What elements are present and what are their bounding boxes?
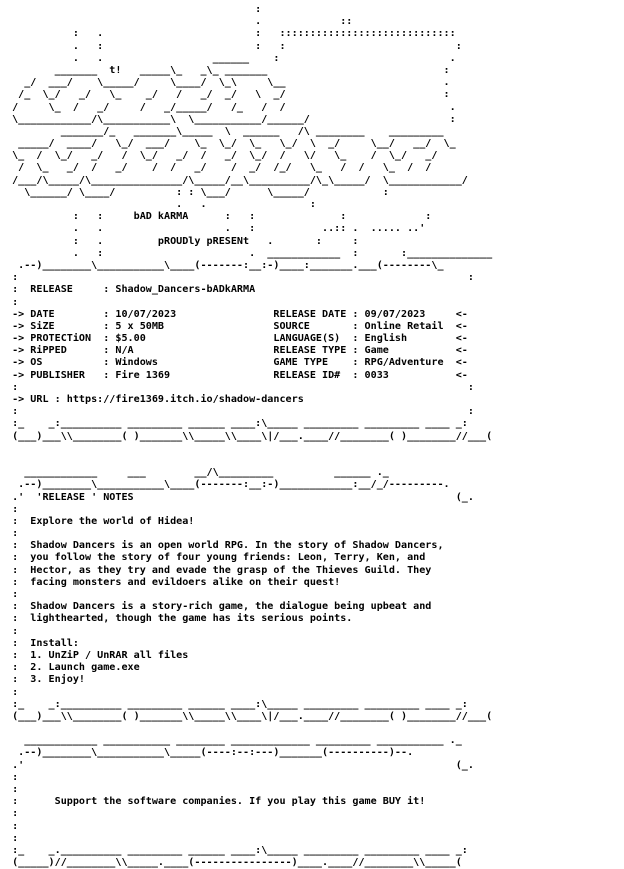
nfo-line: -> URL : https://fire1369.itch.io/shadow-dancers bbox=[6, 394, 304, 405]
nfo-line bbox=[6, 723, 624, 735]
nfo-line: -> OS : Windows GAME TYPE : RPG/Adventure <- bbox=[6, 357, 468, 369]
nfo-line: :_ _:__________ _________ ______ ____:\_____ _________ _________ ____ _: bbox=[6, 418, 468, 430]
nfo-line: : Shadow Dancers is a story-rich game, the dialogue being upbeat and bbox=[6, 601, 432, 613]
nfo-line: : bbox=[6, 296, 19, 308]
nfo-line: : : bAD kARMA : : : : bbox=[6, 211, 432, 223]
nfo-line: /___/\_____/\_______________/\_____/__\__________/\_\_____/ \____________/ bbox=[6, 174, 468, 186]
nfo-line: : 1. UnZiP / UnRAR all files bbox=[6, 649, 189, 661]
nfo-line: ____________ ___ __/\_________ ______ ._ bbox=[6, 467, 389, 479]
nfo-line: (___)___\\________( )_______\\_____\\____\|/___.____//________( )________//___( bbox=[6, 710, 493, 722]
nfo-line: .--)________\___________\____(-------:__:-)____________:__/_/---------. bbox=[6, 479, 450, 491]
nfo-line: : facing monsters and evildoers alike on their quest! bbox=[6, 576, 341, 588]
nfo-line: . . ______ : . bbox=[6, 52, 456, 64]
nfo-line: : bbox=[6, 784, 19, 795]
nfo-line: _____/ ____/ \_/ ___/ \_ \_/ \_ \_/ \ _/ \__/ __/ \_ bbox=[6, 138, 456, 150]
nfo-line: : lighthearted, though the game has its serious points. bbox=[6, 613, 353, 625]
nfo-line: : Hector, as they try and evade the grasp of the Thieves Guild. They bbox=[6, 564, 432, 576]
nfo-line: : 3. Enjoy! bbox=[6, 674, 86, 686]
nfo-line: :_ _:__________ _________ ______ ____:\_____ _________ _________ ____ _: bbox=[6, 698, 468, 710]
nfo-line: .' (_. bbox=[6, 759, 474, 771]
nfo-line bbox=[6, 455, 624, 467]
nfo-line: : : bbox=[6, 381, 474, 393]
nfo-line: \____________/\___________\ \___________/______/ : bbox=[6, 113, 456, 125]
nfo-line: / \_ _/ / _/ / / _/ / _/ /_/ \_ / / \_ / / bbox=[6, 162, 432, 174]
nfo-line: : . pROUDly pRESENt . : : bbox=[6, 235, 359, 247]
nfo-line: : bbox=[6, 832, 19, 844]
nfo-line: (___)___\\________( )_______\\_____\\____\|/___.____//________( )________//___( bbox=[6, 430, 493, 442]
nfo-line: : . : ::::::::::::::::::::::::::::: bbox=[6, 28, 456, 40]
nfo-line: : bbox=[6, 503, 19, 515]
nfo-line: : bbox=[6, 625, 19, 637]
nfo-line: (_____)//________\\_____.____(----------------)____.____//________\\_____( bbox=[6, 857, 462, 869]
nfo-line: . : . ____________ : :______________ bbox=[6, 247, 493, 259]
nfo-line: : : bbox=[6, 272, 474, 284]
nfo-line: : bbox=[6, 771, 19, 783]
nfo-line: .--)________\___________\_____(----:--:---)_______(----------)--. bbox=[6, 747, 414, 759]
nfo-line: . :: bbox=[6, 16, 353, 28]
nfo-line: : 2. Launch game.exe bbox=[6, 662, 140, 674]
nfo-line: : Support the software companies. If you play this game BUY it! bbox=[6, 796, 426, 808]
nfo-line: : : bbox=[6, 406, 474, 418]
nfo-line: / \_ / _/ / _/_____/ /_ / / . bbox=[6, 101, 456, 113]
nfo-line: -> PROTECTiON : $5.00 LANGUAGE(S) : English <- bbox=[6, 333, 468, 345]
nfo-line: : Shadow Dancers is an open world RPG. In the story of Shadow Dancers, bbox=[6, 540, 444, 552]
nfo-line: -> DATE : 10/07/2023 RELEASE DATE : 09/07/2023 <- bbox=[6, 308, 468, 320]
nfo-line: : RELEASE : Shadow_Dancers-bADkARMA bbox=[6, 284, 256, 296]
nfo-line: _______ t! _____\_ _\_ _______ : bbox=[6, 64, 450, 76]
nfo-line: : bbox=[6, 686, 19, 698]
nfo-line: : bbox=[6, 808, 19, 820]
nfo-line: _______/_ _______\_____ \ ______ /\ ________ _________ bbox=[6, 125, 444, 137]
nfo-line: -> RiPPED : N/A RELEASE TYPE : Game <- bbox=[6, 345, 468, 357]
nfo-line: -> PUBLISHER : Fire 1369 RELEASE ID# : 0033 <- bbox=[6, 369, 468, 381]
nfo-line: \_ / \_/ _/ / \_/ _/ / _/ \_/ / \/ \_ / \_/ _/ bbox=[6, 150, 438, 162]
nfo-line: : bbox=[6, 528, 19, 540]
nfo-line: -> SiZE : 5 x 50MB SOURCE : Online Retail <- bbox=[6, 320, 468, 332]
nfo-line bbox=[6, 443, 624, 455]
nfo-line: :_ _.__________ _________ ______ ____:\_____ _________ _________ ____ _: bbox=[6, 844, 468, 856]
nfo-line: .--)________\___________\____(-------:__:-)____:_______.___(--------\_ bbox=[6, 259, 444, 271]
nfo-line: ____________ ___________ ________ _____________ _________ ___________ ._ bbox=[6, 735, 462, 747]
nfo-line: : Install: bbox=[6, 637, 79, 649]
nfo-line: : Explore the world of Hidea! bbox=[6, 515, 195, 527]
nfo-line: : bbox=[6, 589, 19, 600]
nfo-line: : you follow the story of four young friends: Leon, Terry, Ken, and bbox=[6, 552, 426, 564]
nfo-line: .' 'RELEASE ' NOTES (_. bbox=[6, 491, 474, 503]
nfo-line: : bbox=[6, 4, 262, 15]
nfo-line: _/ ___/ \_____/ \____/ \_\ \__ . bbox=[6, 77, 450, 89]
nfo-line: . : : : : bbox=[6, 40, 462, 52]
nfo-line: \______/ \____/ : : \___/ \_____/ : bbox=[6, 186, 389, 198]
nfo-line: /_ \_/ _/ \_ _/ / _/ _/ \ _/ : bbox=[6, 89, 450, 101]
nfo-line: . . : bbox=[6, 199, 316, 210]
nfo-line: . . . : ..:: . ..... ..' bbox=[6, 223, 426, 235]
nfo-line: : bbox=[6, 820, 19, 832]
